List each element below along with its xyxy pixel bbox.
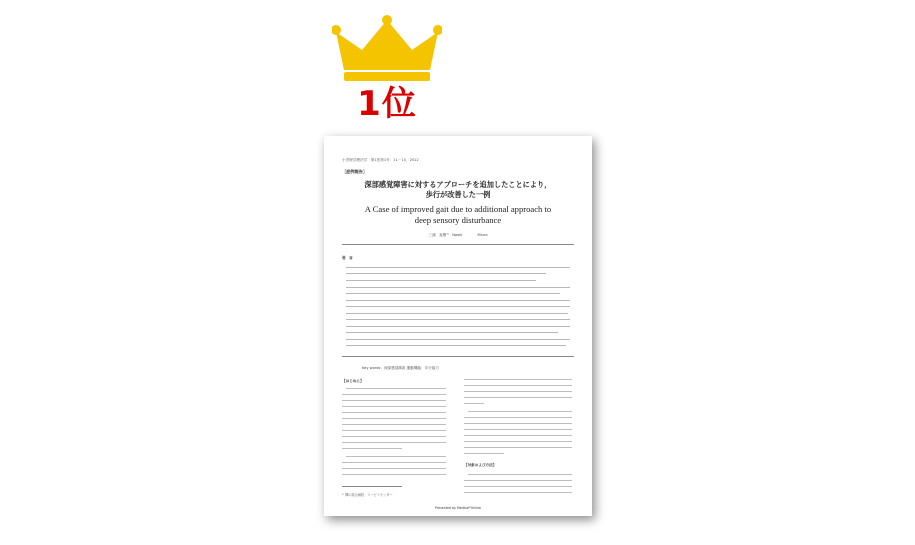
title-japanese bbox=[342, 180, 574, 200]
paper-thumbnail[interactable] bbox=[324, 136, 592, 516]
journal-info: 小児理学療法学 第1巻第1号：11－15，2022 bbox=[342, 158, 419, 162]
section-heading-method: 【対象および方法】 bbox=[464, 463, 497, 467]
title-ja-line1: 深部感覚障害に対するアプローチを追加したことにより， bbox=[364, 180, 552, 189]
rank-label: 1位 bbox=[357, 84, 417, 124]
authors: 三浦 直樹¹⁾ Naoki Miura bbox=[428, 233, 488, 237]
footnote: ¹⁾ 陣の総合病院 リハビリセンター bbox=[342, 493, 393, 497]
title-english bbox=[342, 204, 574, 226]
abstract-label: 要 旨 bbox=[342, 256, 353, 260]
crown-icon bbox=[332, 14, 442, 84]
title-ja-line2: 歩行が改善した一例 bbox=[425, 190, 491, 199]
divider bbox=[342, 356, 574, 357]
title-en-line1: A Case of improved gait due to additional approach to bbox=[364, 204, 552, 214]
divider bbox=[342, 244, 574, 245]
publisher-footer: Presented by Medical*Online bbox=[435, 506, 481, 510]
title-en-line2: deep sensory disturbance bbox=[414, 215, 502, 225]
keywords: Key words：深部感覚障害 運動機能：歩行能力 bbox=[362, 366, 440, 370]
footnote-rule bbox=[342, 486, 402, 487]
article-category: ［症例報告］ bbox=[342, 169, 368, 174]
section-heading-intro: 【はじめに】 bbox=[342, 379, 364, 383]
